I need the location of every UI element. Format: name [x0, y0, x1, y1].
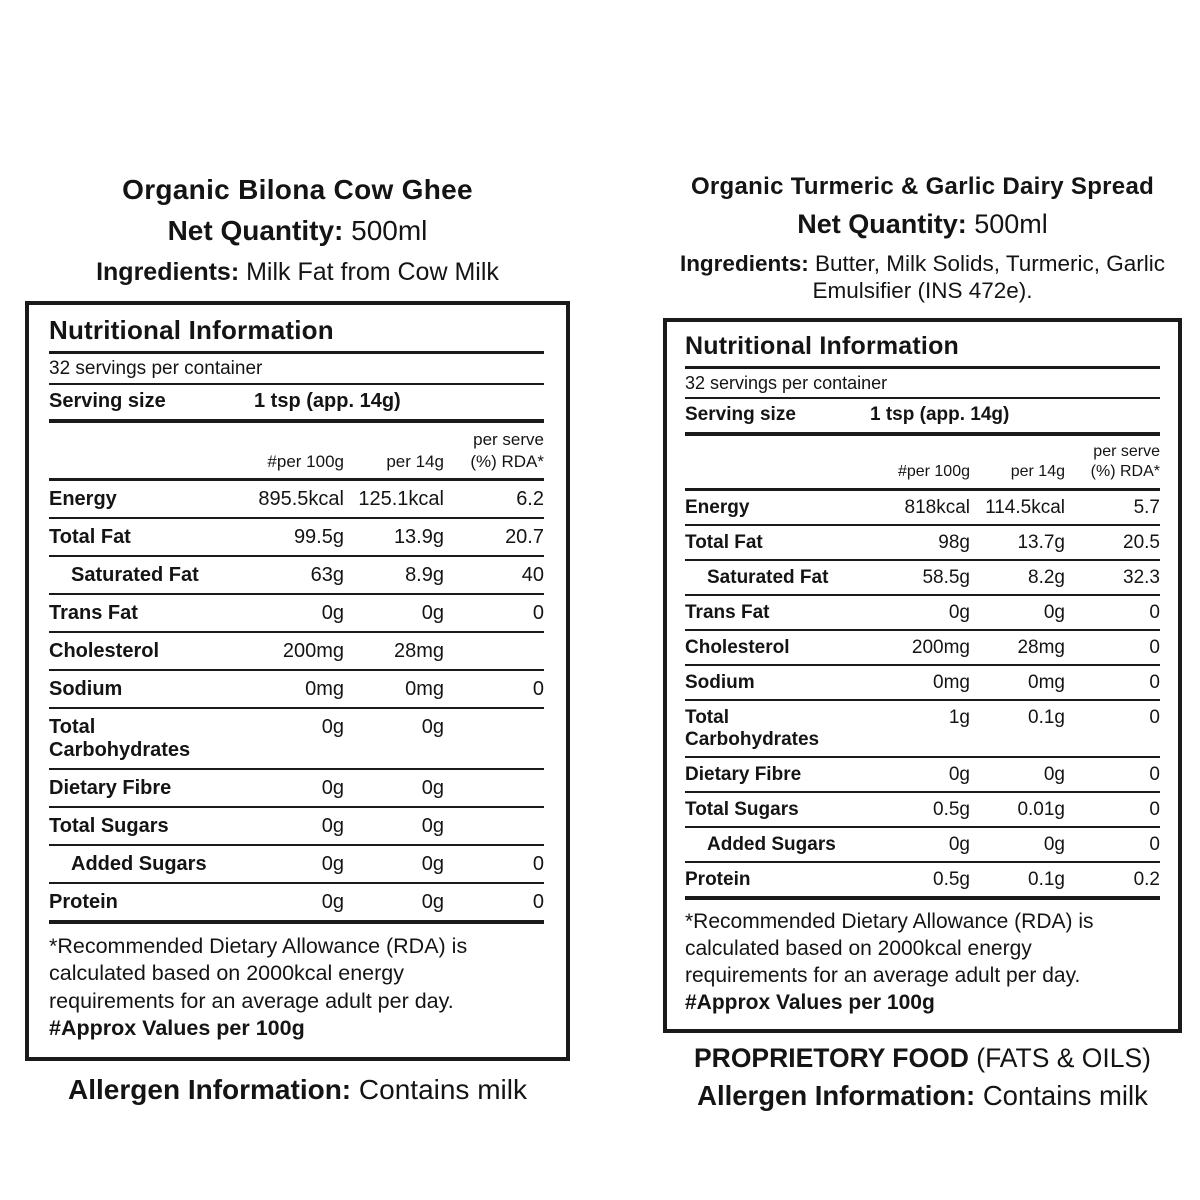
- per-serve-line2: (%) RDA*: [1090, 463, 1160, 481]
- column-header-per-100g: #per 100g: [897, 463, 970, 481]
- value-per-14g: 114.5kcal: [985, 497, 1065, 519]
- nutrition-row: [685, 596, 1160, 631]
- nutrition-row: [49, 770, 544, 808]
- value-per-serve-rda: 20.5: [1123, 532, 1160, 554]
- nutrition-row: [685, 491, 1160, 526]
- value-per-14g: 0g: [1043, 602, 1065, 624]
- value-per-14g: 8.2g: [1028, 567, 1065, 589]
- ingredients-line: [663, 250, 1182, 305]
- value-per-100g: 0g: [321, 715, 344, 738]
- nutrition-row: [49, 709, 544, 770]
- value-per-100g: 0g: [321, 890, 344, 913]
- value-per-serve-rda: 0: [1149, 834, 1160, 856]
- proprietory-food-line: [663, 1043, 1182, 1075]
- nutrient-label: Cholesterol: [49, 639, 160, 662]
- value-per-100g: 0g: [948, 834, 970, 856]
- left-product-label: [25, 172, 570, 1106]
- value-per-serve-rda: 0: [1149, 799, 1160, 821]
- nutrient-label: Added Sugars: [71, 852, 207, 875]
- serving-size-row: [49, 385, 544, 423]
- net-quantity-line: [663, 208, 1182, 242]
- proprietory-food-label: PROPRIETORY FOOD: [694, 1042, 969, 1073]
- value-per-14g: 28mg: [393, 639, 444, 662]
- value-per-serve-rda: 40: [521, 563, 544, 586]
- nutrition-row: [49, 595, 544, 633]
- approx-values-note: #Approx Values per 100g: [685, 990, 935, 1014]
- value-per-serve-rda: 0: [1149, 707, 1160, 729]
- nutrient-label: Total Sugars: [49, 814, 169, 837]
- ingredients-value-line2: Emulsifier (INS 472e).: [812, 278, 1033, 304]
- column-header-per-serve: [1065, 442, 1160, 484]
- allergen-label: Allergen Information:: [697, 1079, 976, 1111]
- nutrient-label: Saturated Fat: [707, 567, 829, 589]
- column-header-per-14g: per 14g: [386, 451, 444, 471]
- ingredients-label: Ingredients:: [679, 250, 809, 276]
- value-per-14g: 0.1g: [1028, 707, 1065, 729]
- value-per-serve-rda: 6.2: [516, 487, 544, 510]
- nutrient-label: Dietary Fibre: [685, 764, 802, 786]
- nutrient-label: Dietary Fibre: [49, 776, 172, 799]
- ingredients-line: [25, 257, 570, 288]
- serving-size-row: [685, 399, 1160, 436]
- value-per-100g: 818kcal: [904, 497, 970, 519]
- nutrition-row: [49, 633, 544, 671]
- value-per-100g: 895.5kcal: [258, 487, 344, 510]
- allergen-line: [663, 1079, 1182, 1112]
- nutrition-row: [685, 793, 1160, 828]
- value-per-100g: 0g: [321, 601, 344, 624]
- value-per-serve-rda: 20.7: [505, 525, 544, 548]
- approx-values-note: #Approx Values per 100g: [49, 1016, 305, 1041]
- nutrition-row: [685, 666, 1160, 701]
- ingredients-value: Milk Fat from Cow Milk: [246, 258, 499, 286]
- footnote-line: requirements for an average adult per day.: [49, 988, 454, 1013]
- value-per-100g: 1g: [948, 707, 970, 729]
- value-per-serve-rda: 0: [1149, 602, 1160, 624]
- nutrient-label: Energy: [49, 487, 117, 510]
- nutrient-label: Trans Fat: [49, 601, 138, 624]
- ingredients-value-line1: Butter, Milk Solids, Turmeric, Garlic: [814, 250, 1166, 276]
- allergen-value: Contains milk: [358, 1073, 527, 1105]
- value-per-14g: 28mg: [1017, 637, 1065, 659]
- product-title: Organic Turmeric & Garlic Dairy Spread: [690, 173, 1155, 200]
- value-per-100g: 0g: [948, 764, 970, 786]
- nutrition-row: [685, 863, 1160, 900]
- value-per-100g: 98g: [938, 532, 970, 554]
- nutrition-row: [49, 671, 544, 709]
- net-quantity-value: 500ml: [351, 215, 428, 246]
- value-per-100g: 0.5g: [933, 799, 970, 821]
- column-header-per-100g: #per 100g: [267, 451, 344, 471]
- value-per-14g: 0g: [421, 776, 444, 799]
- allergen-label: Allergen Information:: [68, 1073, 352, 1105]
- value-per-100g: 0g: [321, 814, 344, 837]
- nutrient-label: Total Sugars: [685, 799, 799, 821]
- nutrition-row: [685, 828, 1160, 863]
- value-per-serve-rda: 0: [532, 677, 544, 700]
- nutrient-label: Sodium: [685, 672, 755, 694]
- value-per-serve-rda: 5.7: [1133, 497, 1160, 519]
- nutrient-label: Sodium: [49, 677, 123, 700]
- value-per-14g: 8.9g: [405, 563, 444, 586]
- serving-size-label: Serving size: [49, 389, 166, 412]
- nutrition-row: [49, 519, 544, 557]
- serving-size-value: 1 tsp (app. 14g): [254, 389, 401, 412]
- column-header-row: [685, 436, 1160, 492]
- nutrition-row: [685, 526, 1160, 561]
- value-per-100g: 0mg: [933, 672, 970, 694]
- value-per-serve-rda: 0: [532, 601, 544, 624]
- nutrient-label: Total Fat: [685, 532, 763, 554]
- nutrition-row: [49, 557, 544, 595]
- net-quantity-label: Net Quantity:: [797, 209, 967, 239]
- column-header-row: [49, 423, 544, 481]
- value-per-14g: 0g: [421, 814, 444, 837]
- right-product-label: [663, 172, 1182, 1112]
- value-per-100g: 0g: [321, 852, 344, 875]
- proprietory-food-category: (FATS & OILS): [976, 1042, 1151, 1073]
- value-per-14g: 0g: [421, 890, 444, 913]
- nutrient-label: Total Fat: [49, 525, 131, 548]
- nutrient-label: Energy: [685, 497, 750, 519]
- nutrition-facts-box: [25, 301, 570, 1061]
- value-per-serve-rda: 32.3: [1123, 567, 1160, 589]
- nutrient-label: Total Carbohydrates: [49, 715, 191, 761]
- value-per-100g: 63g: [310, 563, 344, 586]
- allergen-value: Contains milk: [982, 1079, 1148, 1111]
- per-serve-line2: (%) RDA*: [470, 451, 544, 471]
- nutrient-label: Protein: [685, 869, 751, 891]
- value-per-14g: 13.7g: [1017, 532, 1065, 554]
- value-per-14g: 0mg: [405, 677, 444, 700]
- value-per-100g: 0g: [948, 602, 970, 624]
- value-per-14g: 125.1kcal: [358, 487, 444, 510]
- nutrition-row: [49, 884, 544, 924]
- value-per-14g: 13.9g: [393, 525, 444, 548]
- nutrient-label: Trans Fat: [685, 602, 770, 624]
- per-serve-line1: per serve: [1093, 442, 1160, 460]
- nutrient-label: Added Sugars: [707, 834, 836, 856]
- footnote-line: *Recommended Dietary Allowance (RDA) is: [685, 910, 1094, 934]
- rda-footnote: [49, 924, 544, 1043]
- value-per-serve-rda: 0: [532, 890, 544, 913]
- value-per-14g: 0g: [421, 715, 444, 738]
- nutrition-facts-box: [663, 318, 1182, 1033]
- column-header-per-14g: per 14g: [1010, 463, 1065, 481]
- nutrition-row: [685, 561, 1160, 596]
- value-per-100g: 99.5g: [293, 525, 344, 548]
- nutrition-row: [685, 701, 1160, 758]
- value-per-100g: 0mg: [305, 677, 344, 700]
- per-serve-line1: per serve: [473, 429, 544, 449]
- nutrition-row: [685, 631, 1160, 666]
- nutrition-heading: Nutritional Information: [685, 332, 1160, 369]
- serving-size-label: Serving size: [685, 403, 796, 425]
- value-per-100g: 58.5g: [922, 567, 970, 589]
- footnote-line: calculated based on 2000kcal energy: [49, 961, 405, 986]
- column-header-per-serve: [444, 429, 544, 473]
- value-per-14g: 0g: [1043, 764, 1065, 786]
- net-quantity-label: Net Quantity:: [167, 215, 344, 246]
- value-per-14g: 0mg: [1028, 672, 1065, 694]
- nutrition-rows: [685, 491, 1160, 900]
- value-per-14g: 0.1g: [1028, 869, 1065, 891]
- servings-per-container: 32 servings per container: [49, 354, 544, 385]
- value-per-100g: 200mg: [911, 637, 970, 659]
- net-quantity-line: [25, 213, 570, 248]
- value-per-100g: 0.5g: [933, 869, 970, 891]
- nutrition-heading: Nutritional Information: [49, 315, 544, 354]
- allergen-line: [25, 1073, 570, 1107]
- rda-footnote: [685, 900, 1160, 1017]
- servings-per-container: 32 servings per container: [685, 369, 1160, 399]
- value-per-serve-rda: 0: [1149, 672, 1160, 694]
- nutrition-row: [685, 758, 1160, 793]
- nutrient-label: Cholesterol: [685, 637, 790, 659]
- nutrition-row: [49, 481, 544, 519]
- ingredients-label: Ingredients:: [96, 258, 240, 286]
- value-per-100g: 200mg: [282, 639, 344, 662]
- nutrient-label: Total Carbohydrates: [685, 707, 820, 751]
- nutrient-label: Saturated Fat: [71, 563, 199, 586]
- nutrition-row: [49, 808, 544, 846]
- value-per-serve-rda: 0: [1149, 764, 1160, 786]
- footnote-line: requirements for an average adult per day.: [685, 963, 1081, 987]
- footnote-line: *Recommended Dietary Allowance (RDA) is: [49, 933, 468, 958]
- footnote-line: calculated based on 2000kcal energy: [685, 937, 1032, 961]
- serving-size-value: 1 tsp (app. 14g): [870, 403, 1010, 425]
- product-title: Organic Bilona Cow Ghee: [122, 174, 473, 205]
- value-per-14g: 0.01g: [1017, 799, 1065, 821]
- net-quantity-value: 500ml: [974, 209, 1048, 239]
- nutrition-rows: [49, 481, 544, 924]
- value-per-14g: 0g: [421, 601, 444, 624]
- value-per-serve-rda: 0: [532, 852, 544, 875]
- nutrition-row: [49, 846, 544, 884]
- value-per-serve-rda: 0.2: [1133, 869, 1160, 891]
- value-per-serve-rda: 0: [1149, 637, 1160, 659]
- nutrient-label: Protein: [49, 890, 118, 913]
- value-per-100g: 0g: [321, 776, 344, 799]
- value-per-14g: 0g: [421, 852, 444, 875]
- value-per-14g: 0g: [1043, 834, 1065, 856]
